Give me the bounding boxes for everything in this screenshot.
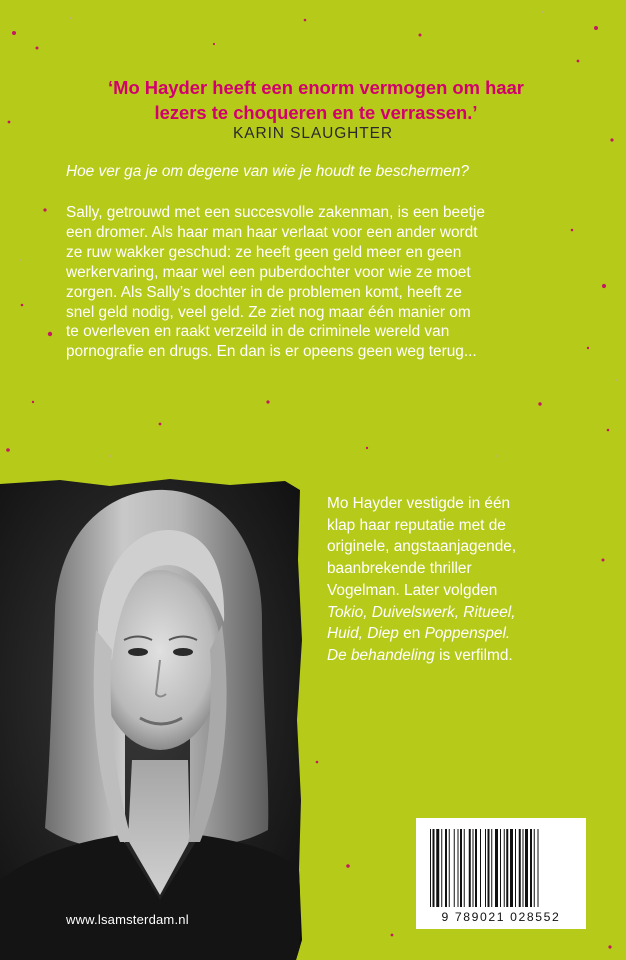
bio-line: originele, angstaanjagende, <box>327 538 517 556</box>
barcode-bar <box>500 829 501 907</box>
barcode-bar <box>433 829 435 907</box>
barcode-bar <box>469 829 471 907</box>
barcode-bar <box>485 829 486 907</box>
book-title-duivelswerk: Duivelswerk, <box>371 603 460 621</box>
blurb-line: Sally, getrouwd met een succesvolle zakenman, is een beetje <box>66 204 485 221</box>
quote-line: lezers te choqueren en te verrassen.’ <box>154 102 478 123</box>
bio-line-end: is verfilmd. <box>439 646 513 664</box>
barcode-bar <box>458 829 459 907</box>
blurb-line: ze ruw wakker geschud: ze heeft geen geld meer en geen <box>66 243 462 261</box>
book-title-tokio: Tokio, <box>327 603 368 621</box>
barcode-bar <box>515 829 516 907</box>
barcode-bar <box>523 829 524 907</box>
tagline: Hoe ver ga je om degene van wie je houdt te beschermen? <box>66 163 469 180</box>
bio-line: Mo Hayder vestigde in één <box>327 495 511 512</box>
isbn-barcode <box>416 818 586 929</box>
barcode-bar <box>525 829 528 907</box>
barcode-bar <box>441 829 442 907</box>
barcode-bar <box>445 829 447 907</box>
book-title-de-behandeling: De behandeling <box>327 646 435 664</box>
blurb-line: zorgen. Als Sally’s dochter in de problemen komt, heeft ze <box>66 283 462 301</box>
barcode-bar <box>475 829 477 907</box>
barcode-bar <box>480 829 481 907</box>
bio-conjunction: en <box>403 625 421 643</box>
quote-line: ‘Mo Hayder heeft een enorm vermogen om haar <box>108 77 524 98</box>
barcode-bar <box>449 829 450 907</box>
barcode-bar <box>430 829 431 907</box>
barcode-bar <box>530 829 532 907</box>
bio-line <box>327 645 617 667</box>
publisher-website[interactable]: www.lsamsterdam.nl <box>66 912 189 927</box>
barcode-bar <box>495 829 498 907</box>
book-title-poppenspel: Poppenspel. <box>424 625 511 643</box>
bio-line <box>327 623 617 645</box>
bio-line: klap haar reputatie met de <box>327 516 506 534</box>
barcode-bars <box>428 829 574 907</box>
blurb-line: te overleven en raakt verzeild in de criminele wereld van <box>66 323 450 341</box>
barcode-bar <box>510 829 513 907</box>
barcode-bar <box>454 829 455 907</box>
book-title-diep: Diep <box>367 625 399 643</box>
barcode-bar <box>436 829 439 907</box>
barcode-bar <box>506 829 508 907</box>
barcode-bar <box>473 829 474 907</box>
isbn-number: 9 789021 028552 <box>441 910 561 924</box>
barcode-bar <box>534 829 535 907</box>
book-title-ritueel: Ritueel, <box>463 603 516 621</box>
barcode-bar <box>491 829 492 907</box>
bio-line <box>327 602 617 624</box>
barcode-bar <box>519 829 521 907</box>
bio-line: baanbrekende thriller <box>327 560 472 578</box>
quote-author: KARIN SLAUGHTER <box>233 125 393 142</box>
blurb-line: pornografie en drugs. En dan is er opeens geen weg terug... <box>66 343 477 361</box>
book-title-huid: Huid, <box>327 625 363 643</box>
blurb-line: snel geld nodig, veel geld. Ze ziet nog maar één manier om <box>66 303 471 321</box>
barcode-bar <box>538 829 539 907</box>
barcode-bar <box>488 829 490 907</box>
bio-line: Vogelman. Later volgden <box>327 581 498 599</box>
blurb-line: een dromer. Als haar man haar verlaat voor een ander wordt <box>66 223 478 241</box>
blurb-line: werkervaring, maar wel een puberdochter voor wie ze moet <box>66 263 471 281</box>
barcode-bar <box>504 829 505 907</box>
barcode-bar <box>464 829 465 907</box>
author-bio <box>327 493 617 667</box>
barcode-bar <box>460 829 462 907</box>
